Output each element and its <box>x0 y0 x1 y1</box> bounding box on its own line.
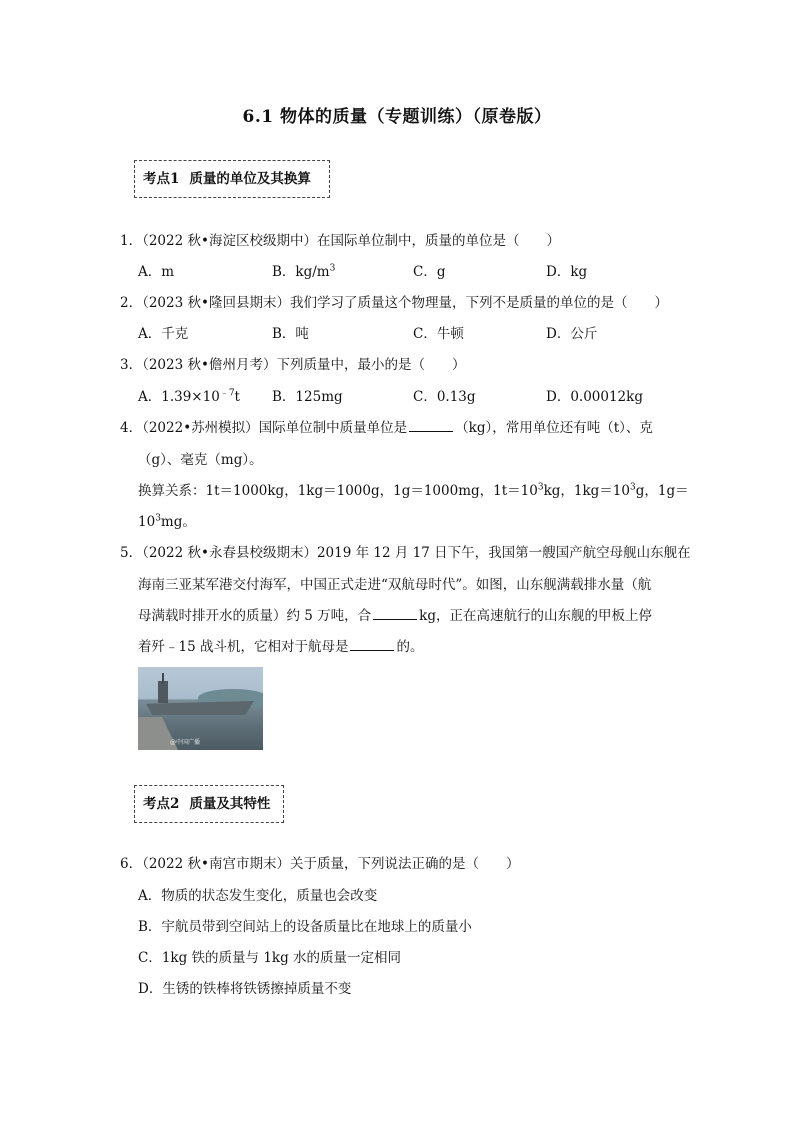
question-3-option-c: C．0.13g <box>413 389 476 405</box>
question-6-stem: 6．（2022 秋•南宫市期末）关于质量，下列说法正确的是（ ） <box>120 856 520 872</box>
question-1-option-d: D．kg <box>546 264 588 280</box>
question-2-stem: 2．（2023 秋•隆回县期末）我们学习了质量这个物理量，下列不是质量的单位的是（ ） <box>120 295 668 311</box>
question-2-option-b: B．吨 <box>272 326 309 342</box>
question-4-line-3: 换算关系：1t＝1000kg，1kg＝1000g，1g＝1000mg，$1t=10^3kg$，$1kg=10^3g$，1g＝ <box>138 482 689 499</box>
question-6-option-b: B．宇航员带到空间站上的设备质量比在地球上的质量小 <box>138 919 472 935</box>
question-6-option-d: D．生锈的铁棒将铁锈擦掉质量不变 <box>138 981 352 997</box>
section-title: 质量及其特性 <box>189 796 271 812</box>
question-5-line-2: 海南三亚某军港交付海军，中国正式走进“双航母时代”。如图，山东舰满载排水量（航 <box>138 577 652 593</box>
question-5-line-1: 5．（2022 秋•永春县校级期末）2019 年 12 月 17 日下午，我国第一艘国产航空母舰山东舰在 <box>120 545 691 561</box>
question-4-line-2: （g）、毫克（mg）。 <box>138 452 263 468</box>
question-5-line-4: 着歼﹣15 战斗机，它相对于航母是 的。 <box>138 639 424 655</box>
question-1-option-b: B．$kg/m^3$ <box>272 263 336 280</box>
answer-blank[interactable] <box>350 638 394 651</box>
question-3-option-b: B．125mg <box>272 389 343 405</box>
section-header-1 <box>134 160 330 198</box>
question-3-option-d: D．0.00012kg <box>546 389 643 405</box>
section-title: 质量的单位及其换算 <box>189 171 311 187</box>
question-3-option-a: A．$1.39\times 10^{﹣7}t$ <box>138 388 240 405</box>
question-6-option-a: A．物质的状态发生变化，质量也会改变 <box>138 888 378 904</box>
question-1-option-c: C．g <box>413 264 446 280</box>
answer-blank[interactable] <box>409 419 453 432</box>
question-4-line-4: $10^3mg$。 <box>138 513 196 530</box>
section-number: 考点1 <box>143 171 180 187</box>
question-2-option-d: D．公斤 <box>546 326 598 342</box>
question-5-line-3: 母满载时排开水的质量）约 5 万吨，合 kg，正在高速航行的山东舰的甲板上停 <box>138 608 652 624</box>
section-number: 考点2 <box>143 796 180 812</box>
page-title: 6.1 物体的质量（专题训练）（原卷版） <box>242 107 552 127</box>
question-6-option-c: C．1kg 铁的质量与 1kg 水的质量一定相同 <box>138 950 402 966</box>
question-4-line-1: 4．（2022•苏州模拟）国际单位制中质量单位是 （kg），常用单位还有吨（t）、克 <box>120 420 653 436</box>
answer-blank[interactable] <box>373 607 417 620</box>
aircraft-carrier-photo <box>138 667 263 750</box>
question-1-stem: 1．（2022 秋•海淀区校级期中）在国际单位制中，质量的单位是（ ） <box>120 233 560 249</box>
section-header-2 <box>134 785 284 823</box>
photo-watermark: @中国广播 <box>170 739 201 746</box>
question-2-option-a: A．千克 <box>138 326 189 342</box>
question-2-option-c: C．牛顿 <box>413 326 464 342</box>
question-3-stem: 3．（2023 秋•儋州月考）下列质量中，最小的是（ ） <box>120 357 466 373</box>
question-1-option-a: A．m <box>138 264 175 280</box>
